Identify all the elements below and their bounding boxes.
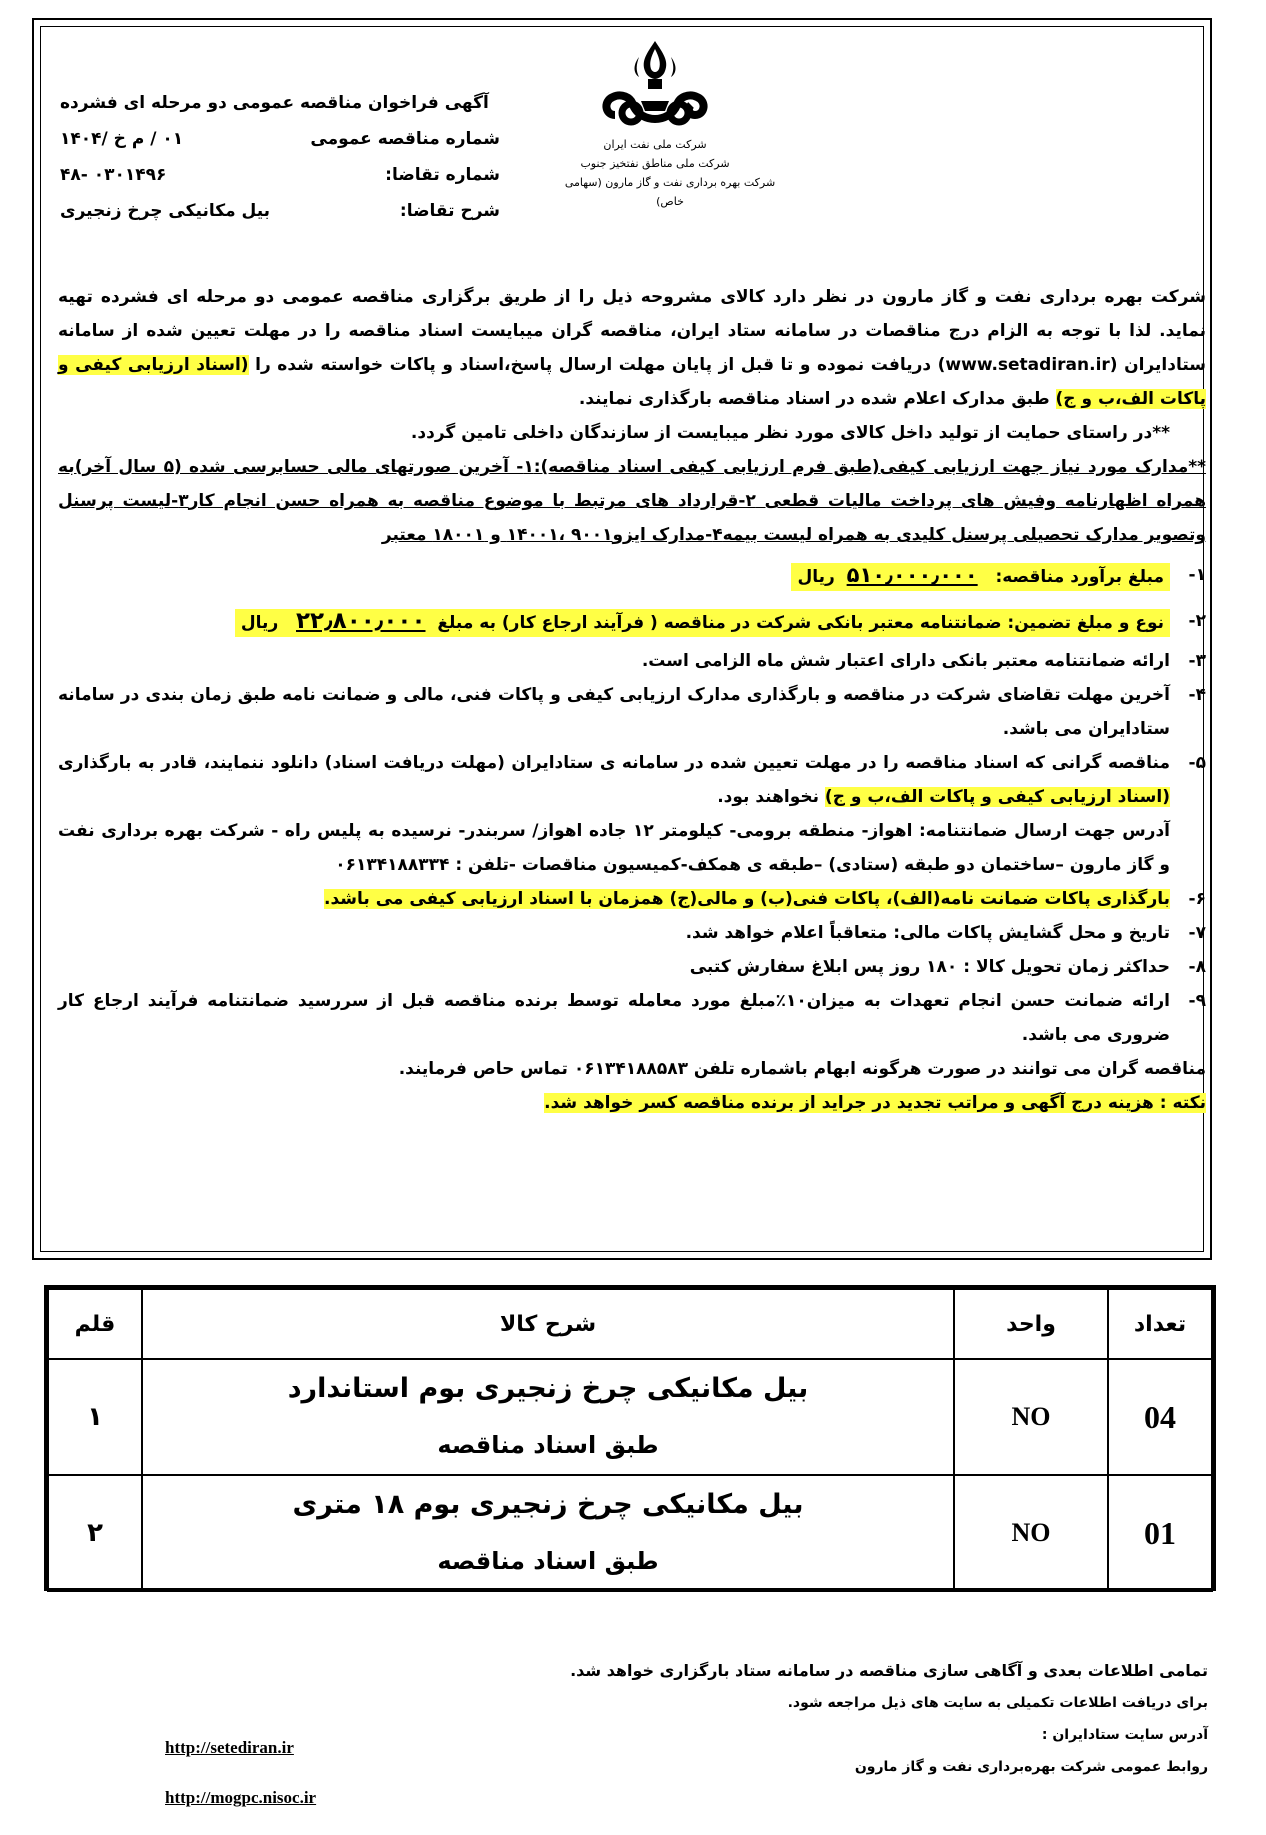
item-8 bbox=[58, 950, 1206, 984]
estimate-highlight bbox=[791, 563, 1170, 591]
row-desc-line2: طبق اسناد مناقصه bbox=[437, 1431, 659, 1459]
row-idx: ۱ bbox=[48, 1359, 142, 1475]
header-idx: قلم bbox=[48, 1289, 142, 1359]
item-6 bbox=[58, 882, 1206, 916]
tender-number-label: شماره مناقصه عمومی bbox=[310, 129, 500, 149]
item-text: حداکثر زمان تحویل کالا : ۱۸۰ روز پس ابلاغ سفارش کتبی bbox=[689, 957, 1170, 977]
item-9 bbox=[58, 984, 1206, 1052]
footer-line-1: تمامی اطلاعات بعدی و آگاهی سازی مناقصه در سامانه ستاد بارگزاری خواهد شد. bbox=[570, 1661, 1208, 1680]
item-highlight: بارگذاری پاکات ضمانت نامه(الف)، پاکات فنی(ب) و مالی(ج) همزمان با اسناد ارزیابی کیفی می باشد. bbox=[324, 889, 1170, 909]
item-text: نخواهند بود. bbox=[717, 787, 819, 807]
row-idx: ۲ bbox=[48, 1475, 142, 1591]
row-unit: NO bbox=[954, 1475, 1108, 1591]
item-number: ۲- bbox=[1188, 611, 1206, 631]
intro-text-b: طبق مدارک اعلام شده در اسناد مناقصه بارگذاری نمایند. bbox=[578, 389, 1050, 409]
setadiran-link[interactable]: http://setediran.ir bbox=[165, 1738, 294, 1757]
item-text: ارائه ضمانتنامه معتبر بانکی دارای اعتبار شش ماه الزامی است. bbox=[641, 651, 1170, 671]
table-header-row bbox=[48, 1289, 1212, 1359]
item-text: تاریخ و محل گشایش پاکات مالی: متعاقباً اعلام خواهد شد. bbox=[685, 923, 1170, 943]
item-5 bbox=[58, 746, 1206, 814]
intro-highlight: (اسناد ارزیابی کیفی و پاکات الف،ب و ج) bbox=[58, 355, 1206, 409]
request-number: ۰۳۰۱۴۹۶ -۴۸ bbox=[60, 165, 167, 185]
table-row bbox=[48, 1475, 1212, 1591]
notice-title: آگهی فراخوان مناقصه عمومی دو مرحله ای فشرده bbox=[60, 93, 489, 113]
item-number: ۶- bbox=[1188, 889, 1206, 909]
item-7 bbox=[58, 916, 1206, 950]
guarantee-address bbox=[58, 814, 1206, 882]
company-name-1: شرکت ملی نفت ایران bbox=[603, 138, 707, 151]
nioc-logo-icon bbox=[595, 35, 715, 135]
estimate-label: مبلغ برآورد مناقصه: bbox=[995, 567, 1164, 587]
item-highlight: (اسناد ارزیابی کیفی و پاکات الف،ب و ج) bbox=[824, 787, 1170, 807]
tender-number-row bbox=[60, 121, 500, 157]
item-text: ارائه ضمانت حسن انجام تعهدات به میزان۱۰٪مبلغ مورد معامله توسط برنده مناقصه قبل از سررسید ضمانتنامه فرآیند ارجاع کار ضروری می باشد. bbox=[58, 991, 1170, 1045]
item-number: ۹- bbox=[1188, 991, 1206, 1011]
domestic-support-note: **در راستای حمایت از تولید داخل کالای مورد نظر میبایست از سازندگان داخلی تامین گردد. bbox=[410, 423, 1170, 443]
table-row bbox=[48, 1359, 1212, 1475]
guarantee-amount: ۲۲٫۸۰۰٫۰۰۰ bbox=[296, 608, 426, 634]
footer-block bbox=[160, 1655, 1208, 1783]
intro-paragraph bbox=[58, 280, 1206, 416]
header-unit: واحد bbox=[954, 1289, 1108, 1359]
company-name-2: شرکت ملی مناطق نفتخیز جنوب bbox=[580, 157, 730, 170]
row-qty: 01 bbox=[1108, 1475, 1212, 1591]
guarantee-highlight bbox=[235, 609, 1170, 637]
footer-line-4: روابط عمومی شرکت بهره‌برداری نفت و گاز مارون bbox=[854, 1759, 1208, 1775]
estimate-unit: ریال bbox=[797, 567, 835, 587]
address-text: آدرس جهت ارسال ضمانتنامه: اهواز- منطقه برومی- کیلومتر ۱۲ جاده اهواز/ سربندر- نرسیده به پلیس راه - شرکت بهره برداری نفت و گاز مارون –ساختمان دو طبقه (ستادی) –طبقه ی همکف-کمیسیون مناقصات -تلفن : ۰۶۱۳۴۱۸۸۳۳۴ bbox=[58, 821, 1170, 875]
item-4 bbox=[58, 678, 1206, 746]
row-desc bbox=[142, 1475, 954, 1591]
item-estimate bbox=[58, 558, 1206, 594]
footer-links bbox=[165, 1723, 316, 1823]
notice-body bbox=[58, 280, 1206, 1120]
request-desc-row bbox=[60, 193, 500, 229]
request-desc-label: شرح تقاضا: bbox=[399, 201, 500, 221]
intro-text-a: شرکت بهره برداری نفت و گاز مارون در نظر دارد کالای مشروحه ذیل را از طریق برگزاری مناقصه عمومی دو مرحله ای فشرده تهیه نماید. لذا با توجه به الزام درج مناقصات در سامانه ستاد ایران، مناقصه گران میبایست اسناد مناقصه را در مهلت تعیین شده از سامانه ستادایران (www.setadiran.ir) دریافت نموده و تا قبل از پایان مهلت ارسال پاسخ،اسناد و پاکات خواسته شده را bbox=[58, 287, 1206, 375]
estimate-amount: ۵۱۰٫۰۰۰٫۰۰۰ bbox=[846, 563, 978, 587]
item-guarantee bbox=[58, 604, 1206, 640]
contact-line: مناقصه گران می توانند در صورت هرگونه ابهام باشماره تلفن ۰۶۱۳۴۱۸۸۵۸۳ تماس حاص فرمایند. bbox=[398, 1059, 1206, 1079]
guarantee-unit: ریال bbox=[240, 613, 279, 633]
item-number: ۱- bbox=[1188, 565, 1206, 585]
header-block bbox=[60, 85, 500, 229]
item-number: ۵- bbox=[1188, 753, 1206, 773]
item-number: ۸- bbox=[1188, 957, 1206, 977]
item-number: ۷- bbox=[1188, 923, 1206, 943]
items-table bbox=[44, 1285, 1216, 1591]
footer-line-3: آدرس سایت ستادایران : bbox=[1041, 1727, 1208, 1743]
item-number: ۴- bbox=[1188, 685, 1206, 705]
row-unit: NO bbox=[954, 1359, 1108, 1475]
mogpc-link[interactable]: http://mogpc.nisoc.ir bbox=[165, 1788, 317, 1807]
footer-line-2: برای دریافت اطلاعات تکمیلی به سایت های ذیل مراجعه شود. bbox=[787, 1695, 1208, 1711]
header-desc: شرح کالا bbox=[142, 1289, 954, 1359]
row-desc bbox=[142, 1359, 954, 1475]
header-qty: تعداد bbox=[1108, 1289, 1212, 1359]
cost-note: نکته : هزینه درج آگهی و مراتب تجدید در جراید از برنده مناقصه کسر خواهد شد. bbox=[544, 1093, 1206, 1113]
row-desc-line1: بیل مکانیکی چرخ زنجیری بوم ۱۸ متری bbox=[292, 1489, 804, 1520]
qualification-docs-note: **مدارک مورد نیاز جهت ارزیابی کیفی(طبق فرم ارزیابی کیفی اسناد مناقصه):۱- آخرین صورتهای مالی حسابرسی شده (۵ سال آخر)به همراه اظهارنامه وفیش های پرداخت مالیات قطعی ۲-قرارداد های مرتبط با موضوع مناقصه به همراه حسن انجام کار۳-لیست پرسنل وتصویر مدارک تحصیلی پرسنل کلیدی به همراه لیست بیمه۴-مدارک ایزو۹۰۰۱ ،۱۴۰۰۱ و ۱۸۰۰۱ معتبر bbox=[58, 457, 1207, 545]
row-desc-line1: بیل مکانیکی چرخ زنجیری بوم استاندارد bbox=[287, 1373, 809, 1404]
request-number-row bbox=[60, 157, 500, 193]
item-text: آخرین مهلت تقاضای شرکت در مناقصه و بارگذاری مدارک ارزیابی کیفی و پاکات فنی، مالی و ضمانت نامه طبق زمان بندی در سامانه ستادایران می باشد. bbox=[58, 685, 1170, 739]
request-number-label: شماره تقاضا: bbox=[385, 165, 500, 185]
request-desc: بیل مکانیکی چرخ زنجیری bbox=[60, 201, 271, 221]
item-number: ۳- bbox=[1188, 651, 1206, 671]
tender-number: ۰۱ / م خ /۱۴۰۴ bbox=[60, 129, 184, 149]
guarantee-label: نوع و مبلغ تضمین: ضمانتنامه معتبر بانکی شرکت در مناقصه ( فرآیند ارجاع کار) به مبلغ bbox=[437, 613, 1164, 633]
item-3 bbox=[58, 644, 1206, 678]
row-desc-line2: طبق اسناد مناقصه bbox=[437, 1547, 659, 1575]
company-name-3: شرکت بهره برداری نفت و گاز مارون (سهامی خاص) bbox=[564, 176, 776, 208]
item-text: مناقصه گرانی که اسناد مناقصه را در مهلت تعیین شده در سامانه ی ستادایران (مهلت دریافت اسناد) دانلود ننمایند، قادر به بارگذاری bbox=[58, 753, 1170, 773]
company-logo-block bbox=[520, 35, 790, 211]
row-qty: 04 bbox=[1108, 1359, 1212, 1475]
